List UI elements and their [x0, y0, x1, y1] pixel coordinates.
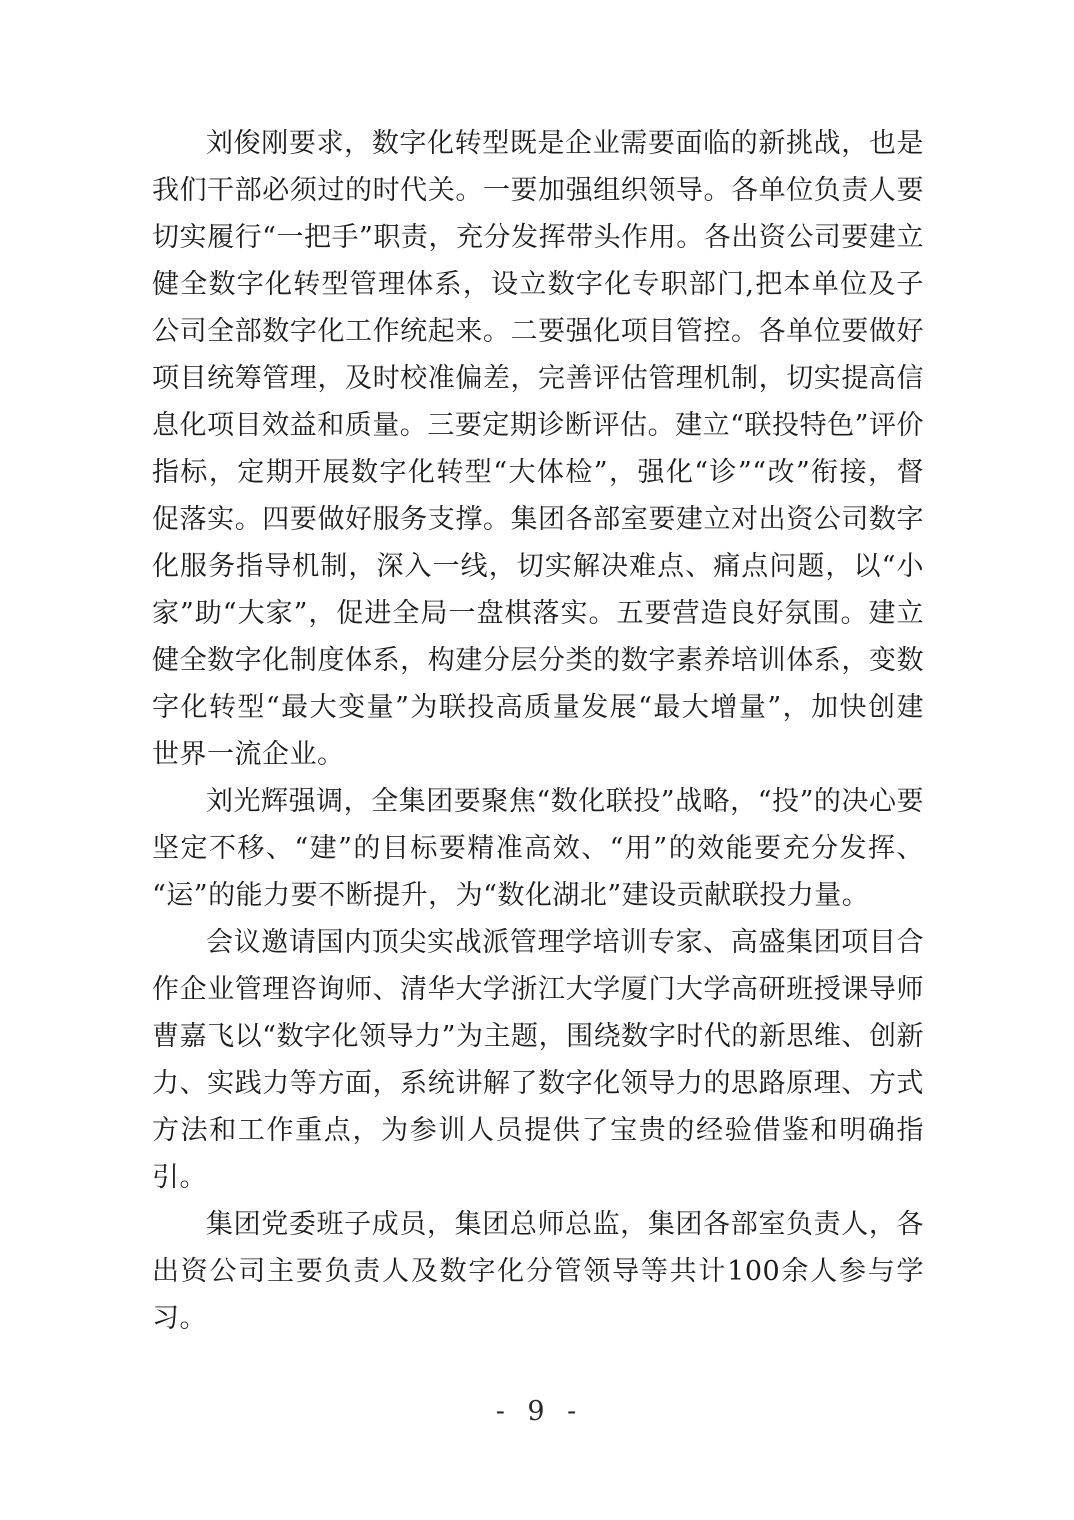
- paragraph-2: 刘光辉强调，全集团要聚焦“数化联投”战略，“投”的决心要坚定不移、“建”的目标要精准高效、“用”的效能要充分发挥、“运”的能力要不断提升，为“数化湖北”建设贡献联投力量。: [152, 786, 924, 911]
- page-number: - 9 -: [495, 1396, 579, 1427]
- paragraph-4: 集团党委班子成员，集团总师总监，集团各部室负责人，各出资公司主要负责人及数字化分管领导等共计100余人参与学习。: [152, 1209, 924, 1334]
- paragraph-1: 刘俊刚要求，数字化转型既是企业需要面临的新挑战，也是我们干部必须过的时代关。一要加强组织领导。各单位负责人要切实履行“一把手”职责，充分发挥带头作用。各出资公司要建立健全数字化转型管理体系，设立数字化专职部门,把本单位及子公司全部数字化工作统起来。二要强化项目管控。各单位要做好项目统筹管理，及时校准偏差，完善评估管理机制，切实提高信息化项目效益和质量。三要定期诊断评估。建立“联投特色”评价指标，定期开展数字化转型“大体检”，强化“诊”“改”衔接，督促落实。四要做好服务支撑。集团各部室要建立对出资公司数字化服务指导机制，深入一线，切实解决难点、痛点问题，以“小家”助“大家”，促进全局一盘棋落实。五要营造良好氛围。建立健全数字化制度体系，构建分层分类的数字素养培训体系，变数字化转型“最大变量”为联投高质量发展“最大增量”，加快创建世界一流企业。: [152, 128, 924, 770]
- document-body: [152, 120, 924, 1342]
- paragraph-3: 会议邀请国内顶尖实战派管理学培训专家、高盛集团项目合作企业管理咨询师、清华大学浙江大学厦门大学高研班授课导师曹嘉飞以“数字化领导力”为主题，围绕数字时代的新思维、创新力、实践力等方面，系统讲解了数字化领导力的思路原理、方式方法和工作重点，为参训人员提供了宝贵的经验借鉴和明确指引。: [152, 927, 924, 1193]
